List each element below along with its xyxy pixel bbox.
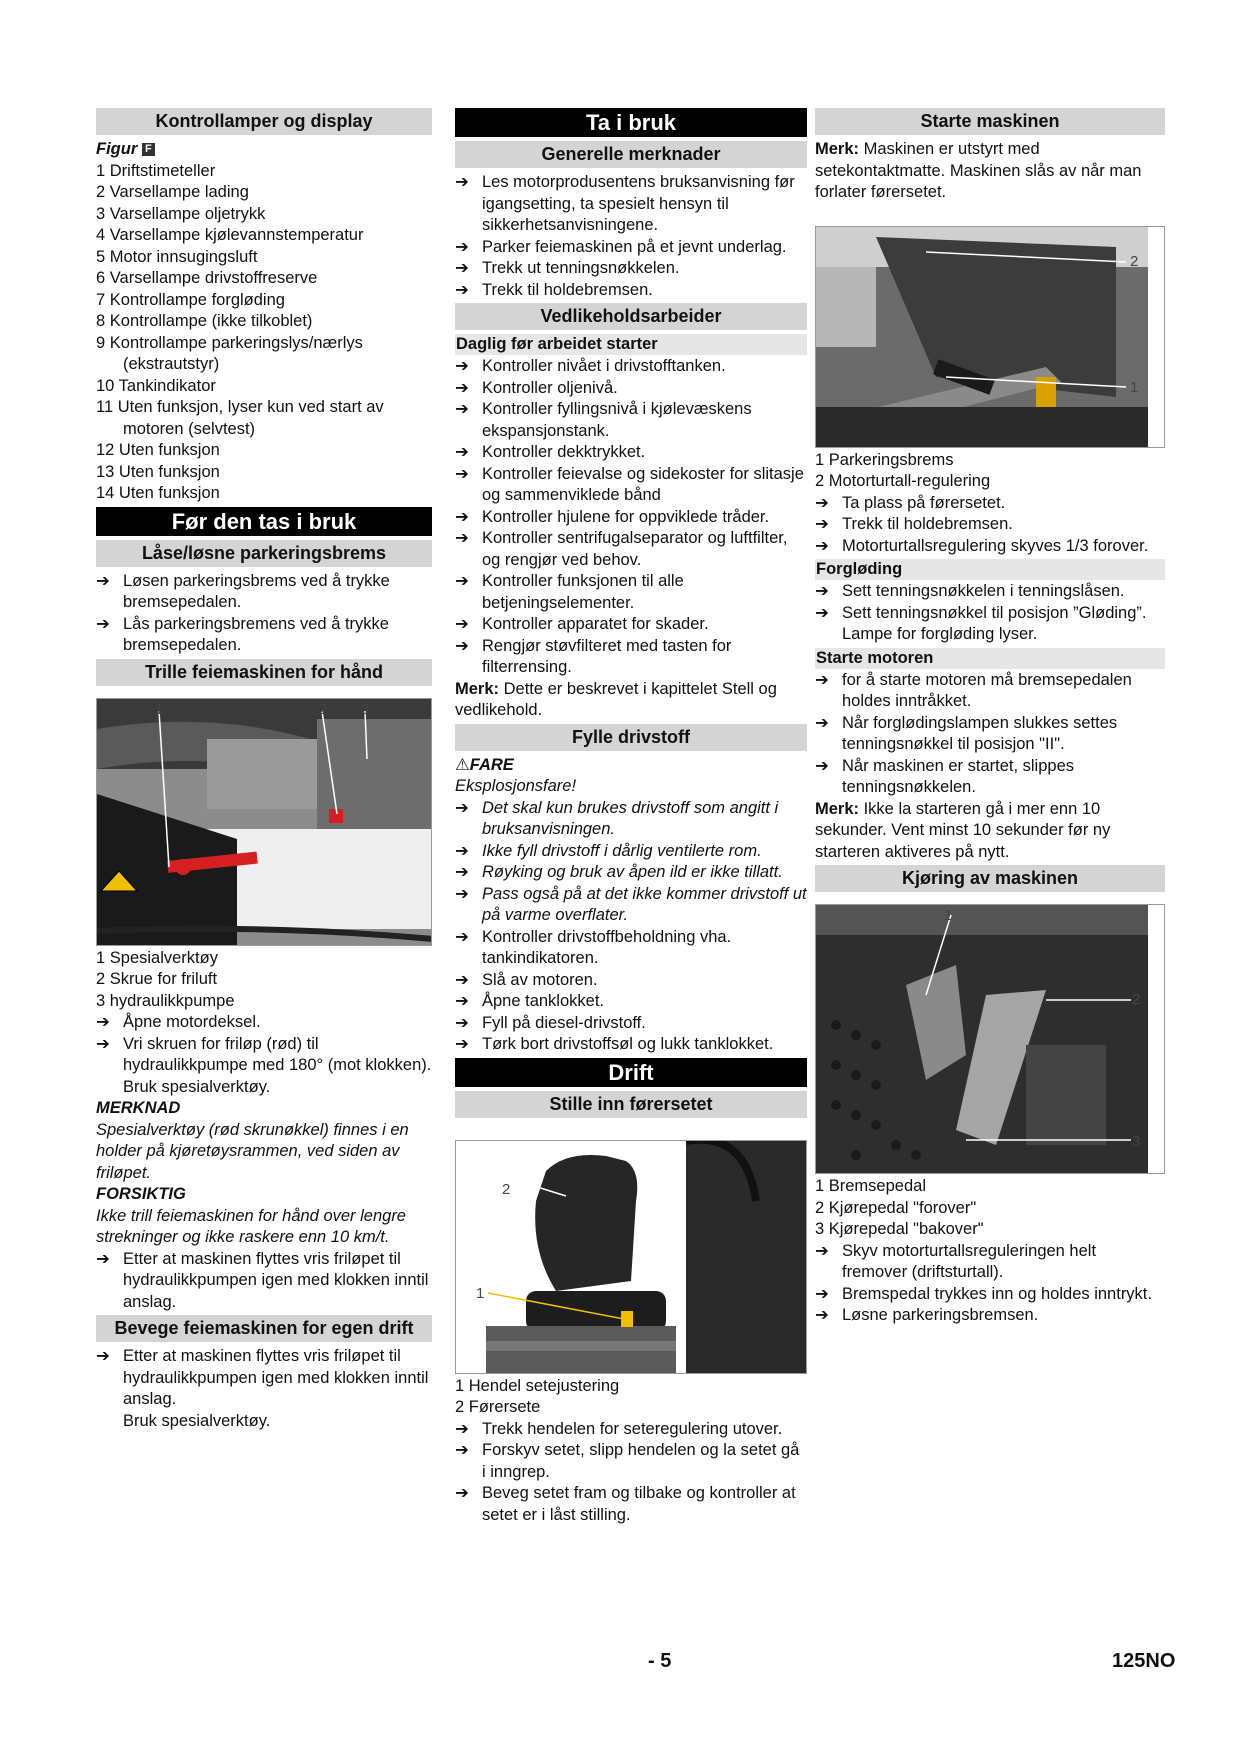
heading-vedlikehold: Vedlikeholdsarbeider <box>455 303 807 330</box>
step: ➔ Kontroller drivstoffbeholdning vha. tankindikatoren. <box>455 927 732 967</box>
step: ➔ Etter at maskinen flyttes vris friløpet til hydraulikkpumpen igen med klokken inntil anslag. <box>96 1347 429 1408</box>
figure-ref: Figur F <box>96 139 432 161</box>
heading-egen-drift: Bevege feiemaskinen for egen drift <box>96 1315 432 1342</box>
brake-illustration <box>816 227 1148 447</box>
indicator-list <box>96 161 432 505</box>
arrow-icon: ➔ <box>455 464 469 483</box>
heading-drift: Drift <box>455 1058 807 1087</box>
arrow-icon: ➔ <box>455 1484 469 1502</box>
step: ➔ Røyking og bruk av åpen ild er ikke tillatt. <box>455 862 807 884</box>
arrow-icon: ➔ <box>455 841 469 860</box>
step: ➔ Sett tenningsnøkkel til posisjon ”Gløding”. <box>815 603 1165 625</box>
step: ➔ Pass også på at det ikke kommer drivstoff ut på varme overflater. <box>455 884 807 924</box>
step: ➔ Bremspedal trykkes inn og holdes inntrykt. <box>815 1284 1165 1306</box>
step: ➔ Forskyv setet, slipp hendelen og la setet gå i inngrep. <box>455 1441 800 1481</box>
heading-parkeringsbrems: Låse/løsne parkeringsbrems <box>96 540 432 567</box>
list-item: 13 Uten funksjon <box>96 462 220 481</box>
merk-note: Merk: Maskinen er utstyrt med setekontaktmatte. Maskinen slås av når man forlater førersetet. <box>815 140 1142 201</box>
fig-number: 1 <box>944 907 953 924</box>
step: ➔ Kontroller dekktrykket. <box>455 442 807 464</box>
list-item: 2 Varsellampe lading <box>96 183 249 201</box>
arrow-icon: ➔ <box>96 1013 110 1031</box>
photo-seat <box>455 1140 807 1374</box>
arrow-icon: ➔ <box>455 400 469 418</box>
legend-item: 1 Bremsepedal <box>815 1177 926 1195</box>
arrow-icon: ➔ <box>815 1284 829 1303</box>
arrow-icon: ➔ <box>455 1013 469 1032</box>
danger-text: Eksplosjonsfare! <box>455 777 577 795</box>
subheading-daglig: Daglig før arbeidet starter <box>455 334 807 355</box>
step: ➔ Kontroller hjulene for oppviklede tråder. <box>455 507 807 529</box>
heading-for-bruk: Før den tas i bruk <box>96 507 432 536</box>
pedals-illustration <box>816 905 1148 1173</box>
arrow-icon: ➔ <box>455 615 469 633</box>
heading-trille: Trille feiemaskinen for hånd <box>96 659 432 686</box>
arrow-icon: ➔ <box>455 1419 469 1438</box>
merk-note: Merk: Ikke la starteren gå i mer enn 10 sekunder. Vent minst 10 sekunder før ny starteren aktiveres på nytt. <box>815 799 1111 861</box>
list-item: 6 Varsellampe drivstoffreserve <box>96 269 318 287</box>
heading-generelle: Generelle merknader <box>455 141 807 168</box>
legend-item: 2 Skrue for friluft <box>96 970 218 988</box>
step-note: Bruk spesialverktøy. <box>123 1077 271 1096</box>
step: ➔ Trekk ut tenningsnøkkelen. <box>455 258 807 280</box>
step: ➔ Sett tenningsnøkkelen i tenningslåsen. <box>815 581 1165 603</box>
column-left <box>96 106 432 1432</box>
arrow-icon: ➔ <box>96 1249 110 1268</box>
arrow-icon: ➔ <box>455 1441 469 1459</box>
fig-number: 3 <box>1132 1133 1141 1150</box>
step: ➔ Åpne motordeksel. <box>96 1012 432 1034</box>
arrow-icon: ➔ <box>96 571 110 590</box>
fig-number: 1 <box>476 1284 485 1302</box>
step: ➔ Når maskinen er startet, slippes tenningsnøkkelen. <box>815 756 1075 796</box>
step: ➔ Vri skruen for friløp (rød) til hydraulikkpumpe med 180° (mot klokken). <box>96 1034 432 1074</box>
step: ➔ Når forglødingslampen slukkes settes tenningsnøkkel til posisjon "II". <box>815 713 1118 753</box>
fig-number: 1 <box>155 700 164 718</box>
heading-forersete: Stille inn førersetet <box>455 1091 807 1118</box>
step: ➔ Det skal kun brukes drivstoff som angitt i bruksanvisningen. <box>455 798 779 838</box>
step: ➔ Trekk hendelen for seteregulering utover. <box>455 1419 807 1441</box>
list-item: 1 Driftstimeteller <box>96 161 216 180</box>
arrow-icon: ➔ <box>815 756 829 775</box>
caution-label: FORSIKTIG <box>96 1185 186 1203</box>
arrow-icon: ➔ <box>455 636 469 655</box>
legend-item: 1 Hendel setejustering <box>455 1376 620 1395</box>
seat-illustration <box>456 1141 807 1373</box>
arrow-icon: ➔ <box>455 507 469 526</box>
arrow-icon: ➔ <box>455 529 469 547</box>
fig-number: 2 <box>319 700 328 718</box>
list-item: 14 Uten funksjon <box>96 484 220 502</box>
arrow-icon: ➔ <box>455 259 469 277</box>
heading-kontrollamper: Kontrollamper og display <box>96 108 432 135</box>
step: ➔ Trekk til holdebremsen. <box>455 280 807 302</box>
arrow-icon: ➔ <box>455 1035 469 1053</box>
step: ➔ Rengjør støvfilteret med tasten for filterrensing. <box>455 636 732 676</box>
engine-illustration <box>97 699 432 945</box>
step: ➔ Etter at maskinen flyttes vris friløpet til hydraulikkpumpen igen med klokken inntil anslag. <box>96 1249 429 1311</box>
legend-item: 3 Kjørepedal "bakover" <box>815 1220 984 1238</box>
arrow-icon: ➔ <box>455 173 469 191</box>
step: ➔ Trekk til holdebremsen. <box>815 514 1165 536</box>
list-item: 11 Uten funksjon, lyser kun ved start av motoren (selvtest) <box>96 398 384 438</box>
subheading-starte-motoren: Starte motoren <box>815 648 1165 669</box>
step: ➔ Parker feiemaskinen på et jevnt underlag. <box>455 237 807 259</box>
list-item: 3 Varsellampe oljetrykk <box>96 204 266 223</box>
step: ➔ Kontroller nivået i drivstofftanken. <box>455 356 807 378</box>
photo-pedals <box>815 904 1165 1174</box>
page-number: - 5 <box>648 1650 672 1672</box>
arrow-icon: ➔ <box>815 1306 829 1324</box>
step: ➔ Åpne tanklokket. <box>455 991 807 1013</box>
step: ➔ Motorturtallsregulering skyves 1/3 forover. <box>815 536 1165 558</box>
legend-item: 3 hydraulikkpumpe <box>96 991 235 1010</box>
step: ➔ Les motorprodusentens bruksanvisning før igangsetting, ta spesielt hensyn til sikkerhetsanvisningene. <box>455 173 795 234</box>
step: ➔ Løsne parkeringsbremsen. <box>815 1305 1165 1327</box>
step: ➔ Kontroller oljenivå. <box>455 378 807 400</box>
step: ➔ Kontroller apparatet for skader. <box>455 614 807 636</box>
heading-ta-i-bruk: Ta i bruk <box>455 108 807 137</box>
arrow-icon: ➔ <box>455 280 469 299</box>
arrow-icon: ➔ <box>815 515 829 533</box>
step: ➔ Kontroller feievalse og sidekoster for slitasje og sammenviklede bånd <box>455 464 804 504</box>
list-item: 7 Kontrollampe forgløding <box>96 290 285 309</box>
arrow-icon: ➔ <box>815 1241 829 1260</box>
list-item: 9 Kontrollampe parkeringslys/nærlys (ekstrautstyr) <box>96 333 363 373</box>
step: ➔ Kontroller funksjonen til alle betjeningselementer. <box>455 572 684 612</box>
legend-item: 2 Førersete <box>455 1398 541 1416</box>
step: ➔ Kontroller fyllingsnivå i kjølevæskens ekspansjonstank. <box>455 400 752 440</box>
legend-item: 2 Motorturtall-regulering <box>815 472 991 490</box>
fig-number: 1 <box>1130 378 1139 396</box>
list-item: 12 Uten funksjon <box>96 441 220 459</box>
arrow-icon: ➔ <box>455 992 469 1010</box>
merk-note: Merk: Dette er beskrevet i kapittelet Stell og vedlikehold. <box>455 679 777 719</box>
page-code: 125NO <box>1112 1650 1176 1672</box>
arrow-icon: ➔ <box>815 603 829 622</box>
legend-item: 2 Kjørepedal "forover" <box>815 1198 977 1217</box>
step: ➔ Skyv motorturtallsreguleringen helt fremover (driftsturtall). <box>815 1241 1097 1281</box>
arrow-icon: ➔ <box>815 582 829 600</box>
legend-item: 1 Parkeringsbrems <box>815 450 954 469</box>
arrow-icon: ➔ <box>815 493 829 512</box>
arrow-icon: ➔ <box>96 614 110 633</box>
arrow-icon: ➔ <box>455 970 469 989</box>
fig-number: 2 <box>502 1180 511 1198</box>
arrow-icon: ➔ <box>96 1347 110 1365</box>
arrow-icon: ➔ <box>455 443 469 461</box>
step: ➔ Fyll på diesel-drivstoff. <box>455 1013 807 1035</box>
arrow-icon: ➔ <box>455 884 469 903</box>
step-note: Lampe for forgløding lyser. <box>842 625 1038 643</box>
heading-starte: Starte maskinen <box>815 108 1165 135</box>
photo-parking-brake <box>815 226 1165 448</box>
figure-icon: F <box>142 143 155 156</box>
fig-number: 3 <box>361 700 370 718</box>
list-item: 10 Tankindikator <box>96 376 216 395</box>
fig-number: 2 <box>1130 252 1139 270</box>
subheading-forgloding: Forgløding <box>815 559 1165 580</box>
step: ➔ Slå av motoren. <box>455 970 807 992</box>
step: ➔ Løsen parkeringsbrems ved å trykke bremsepedalen. <box>96 571 390 611</box>
step: ➔ Ta plass på førersetet. <box>815 493 1165 515</box>
step: ➔ Ikke fyll drivstoff i dårlig ventilerte rom. <box>455 841 807 863</box>
arrow-icon: ➔ <box>455 357 469 375</box>
list-item: 5 Motor innsugingsluft <box>96 247 258 266</box>
legend-item: 1 Spesialverktøy <box>96 948 218 967</box>
arrow-icon: ➔ <box>455 798 469 817</box>
step-note: Bruk spesialverktøy. <box>123 1411 271 1430</box>
note-text: Spesialverktøy (rød skrunøkkel) finnes i en holder på kjøretøysrammen, ved siden av friløpet. <box>96 1120 409 1182</box>
arrow-icon: ➔ <box>96 1034 110 1053</box>
note-label: MERKNAD <box>96 1099 181 1117</box>
arrow-icon: ➔ <box>455 863 469 881</box>
heading-kjoring: Kjøring av maskinen <box>815 865 1165 892</box>
step: ➔ Lås parkeringsbremens ved å trykke bremsepedalen. <box>96 614 389 654</box>
list-item: 8 Kontrollampe (ikke tilkoblet) <box>96 312 313 330</box>
danger-label: ⚠FARE <box>455 755 514 774</box>
arrow-icon: ➔ <box>455 927 469 946</box>
arrow-icon: ➔ <box>455 378 469 397</box>
step: ➔ Beveg setet fram og tilbake og kontroller at setet er i låst stilling. <box>455 1484 796 1524</box>
arrow-icon: ➔ <box>815 713 829 732</box>
photo-hydraulic-pump <box>96 698 432 946</box>
step: ➔ Tørk bort drivstoffsøl og lukk tanklokket. <box>455 1034 807 1056</box>
column-middle <box>455 106 807 1526</box>
caution-text: Ikke trill feiemaskinen for hånd over lengre strekninger og ikke raskere enn 10 km/t. <box>96 1206 406 1246</box>
step: ➔ for å starte motoren må bremsepedalen holdes inntråkket. <box>815 670 1132 710</box>
arrow-icon: ➔ <box>815 670 829 689</box>
step: ➔ Kontroller sentrifugalseparator og luftfilter, og rengjør ved behov. <box>455 529 788 569</box>
arrow-icon: ➔ <box>815 536 829 555</box>
column-right <box>815 106 1165 1327</box>
heading-fylle: Fylle drivstoff <box>455 724 807 751</box>
arrow-icon: ➔ <box>455 237 469 256</box>
fig-number: 2 <box>1132 991 1141 1008</box>
arrow-icon: ➔ <box>455 572 469 590</box>
list-item: 4 Varsellampe kjølevannstemperatur <box>96 226 364 244</box>
